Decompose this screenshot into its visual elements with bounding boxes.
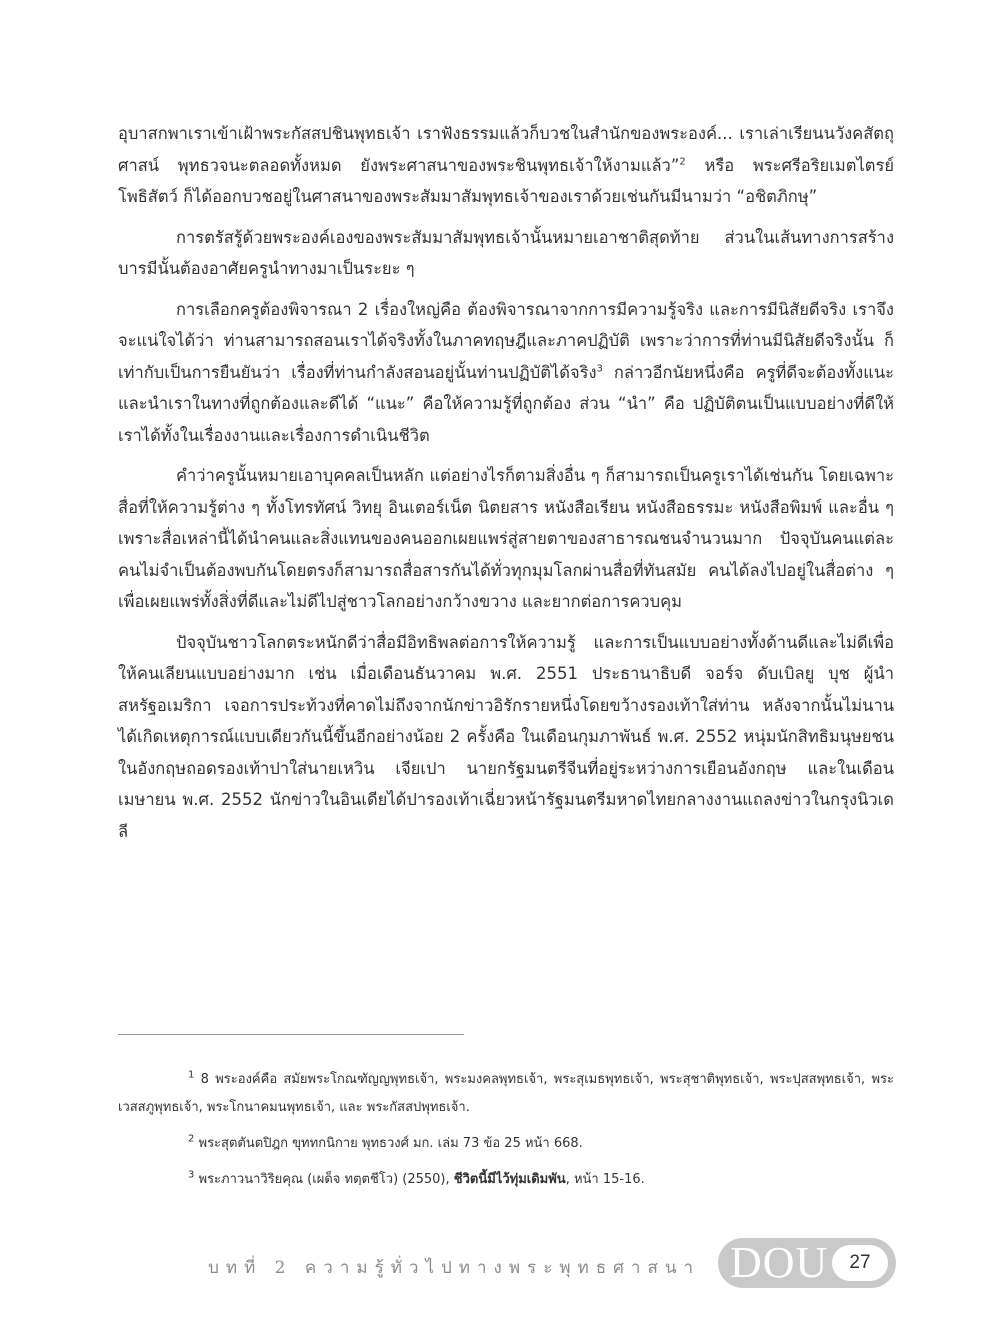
footnote-2-number: 2 xyxy=(188,1133,195,1145)
page-number: 27 xyxy=(832,1245,888,1281)
footnote-3-text-pre: พระภาวนาวิริยคุณ (เผด็จ ทตฺตชีโว) (2550), xyxy=(194,1172,454,1187)
paragraph-3-part-a: การเลือกครูต้องพิจารณา 2 เรื่องใหญ่คือ ต้องพิจารณาจากการมีความรู้จริง และการมีนิสัยดีจริง เราจึงจะแน่ใจได้ว่า ท่านสามารถสอนเราได้จริงทั้งในภาคทฤษฎีและภาคปฏิบัติ เพราะว่าการที่ท่านมีนิสัยดีจริงนั้น ก็เท่ากับเป็นการยืนยันว่า เรื่องที่ท่านกำลังสอนอยู่นั้นท่านปฏิบัติได้จริง xyxy=(118,299,894,382)
footnote-ref-2[interactable]: 2 xyxy=(679,156,686,167)
page-footer xyxy=(0,1238,1000,1298)
chapter-title: บทที่ 2 ความรู้ทั่วไปทางพระพุทธศาสนา xyxy=(208,1258,700,1278)
paragraph-2: การตรัสรู้ด้วยพระองค์เองของพระสัมมาสัมพุทธเจ้านั้นหมายเอาชาติสุดท้าย ส่วนในเส้นทางการสร้างบารมีนั้นต้องอาศัยครูนำทางมาเป็นระยะ ๆ xyxy=(118,227,894,278)
footnote-3-book-title: ชีวิตนี้มีไว้ทุ่มเดิมพัน xyxy=(453,1172,566,1187)
paragraph-3 xyxy=(118,294,894,452)
footnote-1 xyxy=(118,1066,894,1122)
paragraph-1-part-a: อุบาสกพาเราเข้าเฝ้าพระกัสสปชินพุทธเจ้า เราฟังธรรมแล้วก็บวชในสำนักของพระองค์... เราเล่าเรียนนวังคสัตถุศาสน์ พุทธวจนะตลอดทั้งหมด ยังพระศาสนาของพระชินพุทธเจ้าให้งามแล้ว” xyxy=(118,124,894,175)
footnote-2 xyxy=(118,1130,894,1158)
footnote-divider xyxy=(118,1034,464,1035)
paragraph-1 xyxy=(118,118,894,213)
footnote-ref-3[interactable]: 3 xyxy=(596,363,603,374)
footnote-1-number: 1 xyxy=(188,1069,195,1081)
paragraph-1-part-b: หรือ พระศรีอริยเมตไตรย์โพธิสัตว์ ก็ได้ออกบวชอยู่ในศาสนาของพระสัมมาสัมพุทธเจ้าของเราด้วยเช่นกันมีนามว่า “อชิตภิกษุ” xyxy=(118,155,894,206)
footnotes xyxy=(118,1066,894,1202)
paragraph-4: คำว่าครูนั้นหมายเอาบุคคลเป็นหลัก แต่อย่างไรก็ตามสิ่งอื่น ๆ ก็สามารถเป็นครูเราได้เช่นกัน โดยเฉพาะสื่อที่ให้ความรู้ต่าง ๆ ทั้งโทรทัศน์ วิทยุ อินเตอร์เน็ต นิตยสาร หนังสือเรียน หนังสือธรรมะ หนังสือพิมพ์ และอื่น ๆ เพราะสื่อเหล่านี้ได้นำคนและสิ่งแทนของคนออกเผยแพร่สู่สายตาของสาธารณชนจำนวนมาก ปัจจุบันคนแต่ละคนไม่จำเป็นต้องพบกันโดยตรงก็สามารถสื่อสารกันได้ทั่วทุกมุมโลกผ่านสื่อที่ทันสมัย คนได้ลงไปอยู่ในสื่อต่าง ๆ เพื่อเผยแพร่ทั้งสิ่งที่ดีและไม่ดีไปสู่ชาวโลกอย่างกว้างขวาง และยากต่อการควบคุม xyxy=(118,466,894,611)
footnote-3 xyxy=(118,1166,894,1194)
footnote-3-text-post: , หน้า 15-16. xyxy=(565,1172,645,1187)
footnote-1-text: 8 พระองค์คือ สมัยพระโกณฑัญญพุทธเจ้า, พระมงคลพุทธเจ้า, พระสุเมธพุทธเจ้า, พระสุชาติพุทธเจ้า, พระปุสสพุทธเจ้า, พระเวสสภูพุทธเจ้า, พระโกนาคมนพุทธเจ้า, และ พระกัสสปพุทธเจ้า. xyxy=(118,1072,894,1115)
paragraph-5: ปัจจุบันชาวโลกตระหนักดีว่าสื่อมีอิทธิพลต่อการให้ความรู้ และการเป็นแบบอย่างทั้งด้านดีและไม่ดีเพื่อให้คนเลียนแบบอย่างมาก เช่น เมื่อเดือนธันวาคม พ.ศ. 2551 ประธานาธิบดี จอร์จ ดับเบิลยู บุช ผู้นำสหรัฐอเมริกา เจอการประท้วงที่คาดไม่ถึงจากนักข่าวอิรักรายหนึ่งโดยขว้างรองเท้าใส่ท่าน หลังจากนั้นไม่นานได้เกิดเหตุการณ์แบบเดียวกันนี้ขึ้นอีกอย่างน้อย 2 ครั้งคือ ในเดือนกุมภาพันธ์ พ.ศ. 2552 หนุ่มนักสิทธิมนุษยชนในอังกฤษถอดรองเท้าปาใส่นายเหวิน เจียเปา นายกรัฐมนตรีจีนที่อยู่ระหว่างการเยือนอังกฤษ และในเดือนเมษายน พ.ศ. 2552 นักข่าวในอินเดียได้ปารองเท้าเฉี่ยวหน้ารัฐมนตรีมหาดไทยกลางงานแถลงข่าวในกรุงนิวเดลี xyxy=(118,632,894,841)
footnote-2-text: พระสุตตันตปิฎก ขุททกนิกาย พุทธวงศ์ มก. เล่ม 73 ข้อ 25 หน้า 668. xyxy=(194,1136,583,1151)
paragraph-3-part-b: กล่าวอีกนัยหนึ่งคือ ครูที่ดีจะต้องทั้งแนะและนำเราในทางที่ถูกต้องและดีได้ “แนะ” คือให้ความรู้ที่ถูกต้อง ส่วน “นำ” คือ ปฏิบัติตนเป็นแบบอย่างที่ดีให้เราได้ทั้งในเรื่องงานและเรื่องการดำเนินชีวิต xyxy=(118,362,894,445)
brand-logo: DOU xyxy=(730,1238,829,1287)
footnote-3-number: 3 xyxy=(188,1169,195,1181)
dou-badge xyxy=(718,1238,896,1288)
main-body xyxy=(118,118,894,856)
